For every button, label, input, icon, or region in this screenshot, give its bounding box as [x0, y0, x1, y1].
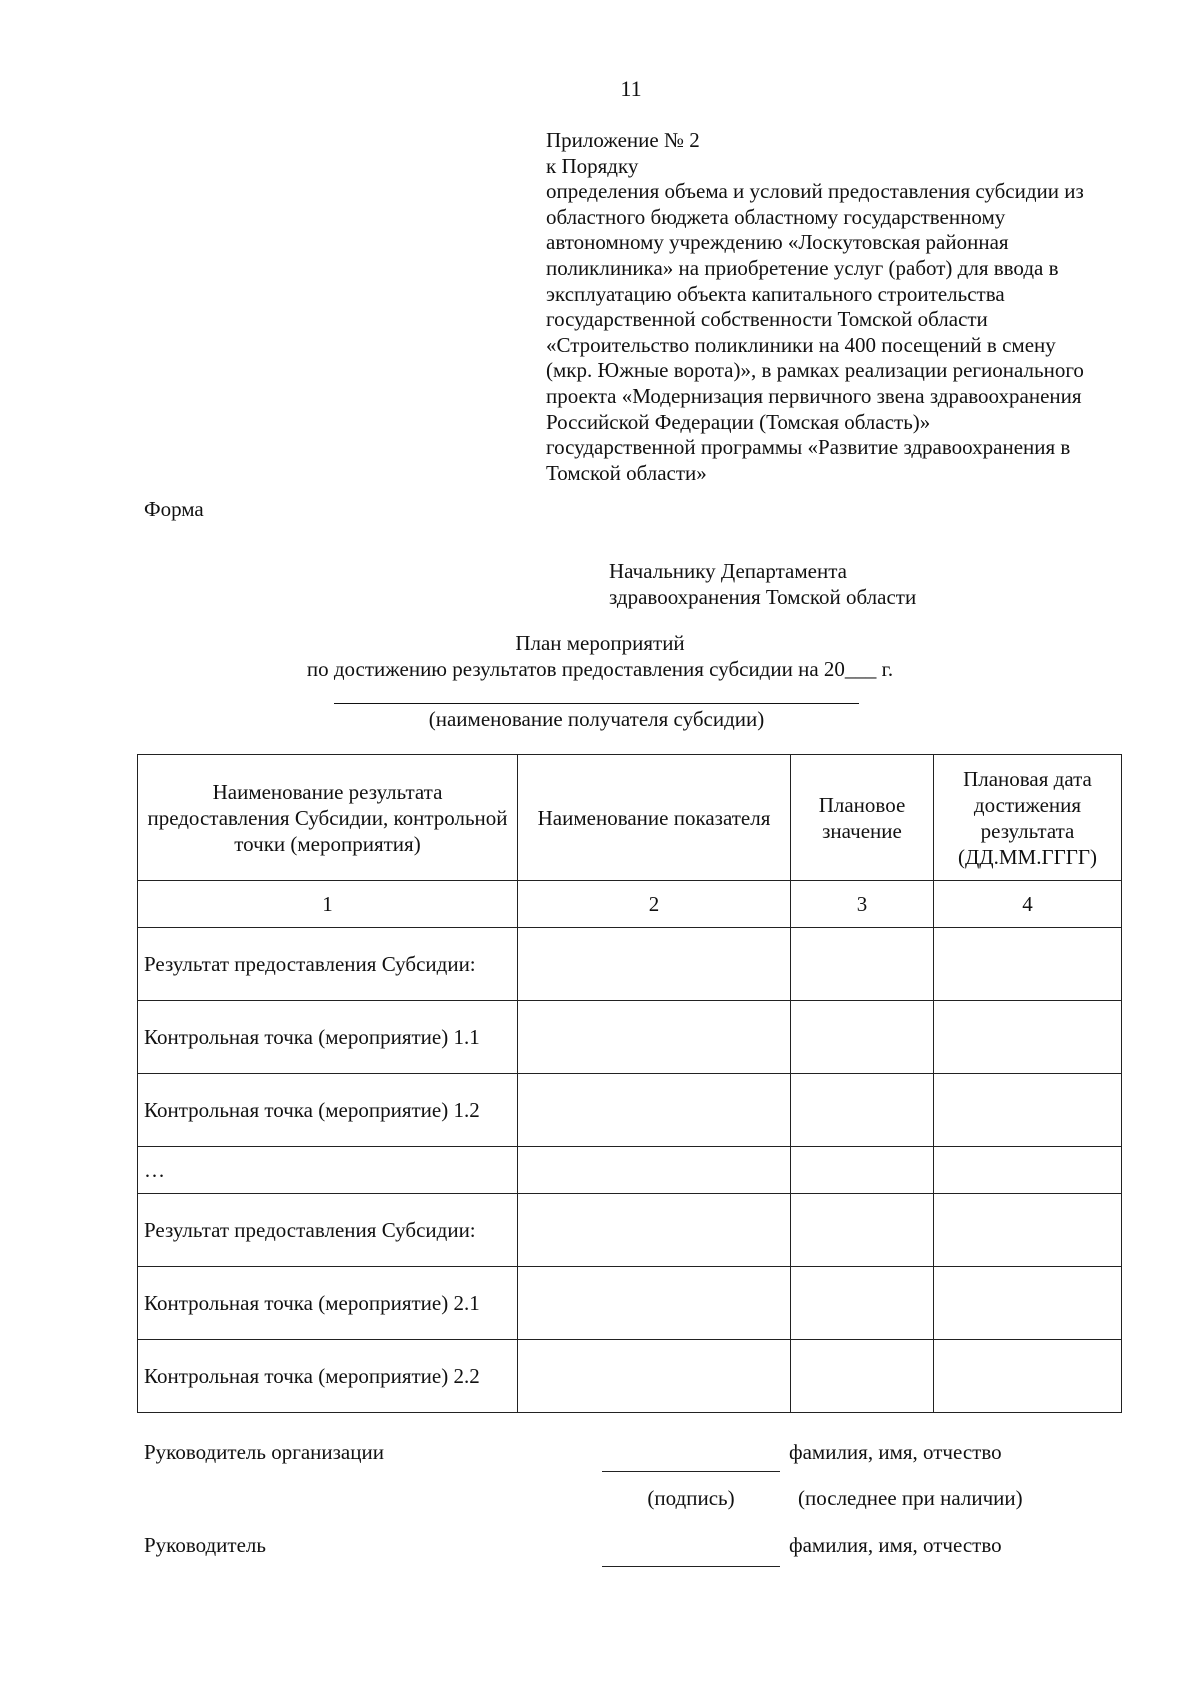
plan-title-line: по достижению результатов предоставления субсидии на 20___ г.	[306, 657, 894, 681]
appendix-line: государственной программы «Развитие здравоохранения в	[546, 435, 1071, 460]
appendix-line: проекта «Модернизация первичного звена здравоохранения	[546, 383, 1082, 408]
table-cell	[934, 1194, 1122, 1267]
table-cell	[934, 1001, 1122, 1074]
table-cell	[791, 1267, 934, 1340]
column-number-row	[138, 881, 1122, 928]
head-label: Руководитель	[144, 1533, 266, 1557]
appendix-line: к Порядку	[546, 153, 639, 178]
table-row	[138, 1340, 1122, 1413]
appendix-line: определения объема и условий предоставления субсидии из	[546, 179, 1084, 204]
table-cell	[791, 1074, 934, 1147]
signature-line	[602, 1566, 780, 1567]
patronymic-note: (последнее при наличии)	[798, 1486, 1023, 1510]
table-cell	[934, 928, 1122, 1001]
plan-title	[0, 630, 1200, 682]
column-number: 4	[934, 881, 1122, 928]
appendix-line: государственной собственности Томской области	[546, 307, 988, 332]
table-header-cell: Наименование показателя	[518, 755, 791, 881]
column-number: 2	[518, 881, 791, 928]
addressee	[609, 558, 916, 610]
table-cell	[791, 1340, 934, 1413]
table-cell	[518, 1267, 791, 1340]
table-cell	[934, 1267, 1122, 1340]
recipient-caption: (наименование получателя субсидии)	[428, 707, 765, 731]
row-label: Результат предоставления Субсидии:	[138, 1194, 518, 1267]
table-header-cell: Наименование результата предоставления Субсидии, контрольной точки (мероприятия)	[138, 755, 518, 881]
appendix-line: поликлиника» на приобретение услуг (работ) для ввода в	[546, 255, 1059, 280]
table-row	[138, 1194, 1122, 1267]
appendix-line: областного бюджета областному государственному	[546, 204, 1006, 229]
column-number: 1	[138, 881, 518, 928]
table-cell	[518, 1074, 791, 1147]
row-label: Контрольная точка (мероприятие) 2.2	[138, 1340, 518, 1413]
addressee-line: Начальнику Департамента	[609, 559, 847, 583]
table-row	[138, 1001, 1122, 1074]
head-of-organization-label: Руководитель организации	[144, 1440, 384, 1464]
table-cell	[518, 1001, 791, 1074]
table-row	[138, 1074, 1122, 1147]
table-cell	[934, 1074, 1122, 1147]
table-cell	[791, 1001, 934, 1074]
table-cell	[934, 1147, 1122, 1194]
table-cell	[518, 1194, 791, 1267]
table-cell	[934, 1340, 1122, 1413]
table-header-cell: Плановая дата достижения результата (ДД.ММ.ГГГГ)	[934, 755, 1122, 881]
appendix-header	[546, 128, 1146, 486]
table-row	[138, 928, 1122, 1001]
column-number: 3	[791, 881, 934, 928]
recipient-name-line	[334, 703, 859, 704]
signature-line	[602, 1471, 780, 1472]
appendix-line: Томской области»	[546, 460, 707, 485]
table-cell	[791, 928, 934, 1001]
table-cell	[518, 928, 791, 1001]
table-row	[138, 1147, 1122, 1194]
appendix-line: (мкр. Южные ворота)», в рамках реализации регионального	[546, 358, 1084, 383]
full-name-label: фамилия, имя, отчество	[789, 1440, 1002, 1464]
appendix-line: «Строительство поликлиники на 400 посещений в смену	[546, 332, 1056, 357]
row-label: Контрольная точка (мероприятие) 2.1	[138, 1267, 518, 1340]
table-header-cell: Плановое значение	[791, 755, 934, 881]
table-cell	[518, 1147, 791, 1194]
table-cell	[518, 1340, 791, 1413]
table-cell	[791, 1147, 934, 1194]
form-label: Форма	[144, 497, 204, 521]
addressee-line: здравоохранения Томской области	[609, 585, 917, 609]
appendix-line: Приложение № 2	[546, 128, 700, 152]
table-row	[138, 1267, 1122, 1340]
full-name-label: фамилия, имя, отчество	[789, 1533, 1002, 1557]
appendix-line: эксплуатацию объекта капитального строительства	[546, 281, 1005, 306]
table-header-row	[138, 755, 1122, 881]
appendix-line: Российской Федерации (Томская область)»	[546, 409, 931, 434]
row-label: Результат предоставления Субсидии:	[138, 928, 518, 1001]
plan-title-line: План мероприятий	[515, 631, 685, 655]
row-label: Контрольная точка (мероприятие) 1.1	[138, 1001, 518, 1074]
page-number: 11	[620, 76, 642, 101]
row-label: …	[138, 1147, 518, 1194]
appendix-line: автономному учреждению «Лоскутовская районная	[546, 230, 1009, 255]
table-cell	[791, 1194, 934, 1267]
plan-table	[137, 754, 1122, 1413]
row-label: Контрольная точка (мероприятие) 1.2	[138, 1074, 518, 1147]
signature-caption: (подпись)	[647, 1486, 735, 1510]
